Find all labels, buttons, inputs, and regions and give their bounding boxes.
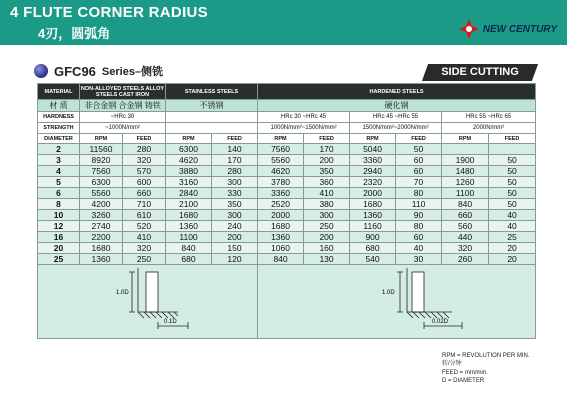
value-cell: 20 [489,254,536,265]
table-row [38,254,536,265]
legend-notes [442,352,530,385]
value-cell: 2000 [350,188,396,199]
right-depth-label: 1.0D [381,289,395,296]
cn-stainless: 不锈钢 [166,100,258,112]
value-cell: 50 [396,144,442,155]
strength-non-alloyed: ~1000N/mm² [80,123,166,134]
value-cell: 170 [212,155,258,166]
sub-feed: FEED [212,134,258,144]
value-cell: 2840 [166,188,212,199]
value-cell: 2320 [350,177,396,188]
value-cell: 30 [396,254,442,265]
value-cell: 160 [304,243,350,254]
note-diameter: D = DIAMETER [442,377,485,384]
value-cell: 2740 [80,221,123,232]
value-cell: 130 [304,254,350,265]
table-row [38,166,536,177]
value-cell: 260 [442,254,489,265]
value-cell: 410 [304,188,350,199]
sub-feed: FEED [396,134,442,144]
cutting-parameters-table [37,83,536,339]
left-depth-label: 1.0D [116,289,129,296]
new-century-logo-icon [458,18,480,40]
value-cell: 4200 [80,199,123,210]
value-cell: 330 [212,188,258,199]
diameter-cell: 8 [38,199,80,210]
value-cell: 520 [123,221,166,232]
value-cell: 900 [350,232,396,243]
value-cell: 50 [489,199,536,210]
value-cell: 200 [304,232,350,243]
value-cell: 440 [442,232,489,243]
table-row [38,144,536,155]
header-hardened: HARDENED STEELS [258,84,536,100]
value-cell [489,144,536,155]
table-row [38,155,536,166]
sub-rpm: RPM [258,134,304,144]
value-cell: 1360 [350,210,396,221]
value-cell: 4620 [166,155,212,166]
value-cell: 1680 [350,199,396,210]
value-cell: 5560 [80,188,123,199]
value-cell: 280 [123,144,166,155]
value-cell: 20 [489,243,536,254]
hardness-non-alloyed: ~HRc 30 [80,112,166,123]
side-cut-diagram-right [262,266,532,336]
purple-sphere-icon [34,64,48,78]
sub-feed: FEED [304,134,350,144]
strength-label: STRENGTH [38,123,80,134]
value-cell: 570 [123,166,166,177]
value-cell: 1360 [166,221,212,232]
diagram-cell-left [38,265,258,339]
value-cell: 350 [212,199,258,210]
value-cell: 50 [489,177,536,188]
value-cell: 3360 [350,155,396,166]
value-cell: 710 [123,199,166,210]
value-cell: 6300 [166,144,212,155]
table-row [38,188,536,199]
note-rpm-cn: 转/分钟 [442,361,462,368]
series-heading [34,63,163,79]
value-cell: 250 [123,254,166,265]
table-row [38,199,536,210]
series-code: GFC96 [54,63,96,79]
value-cell: 2520 [258,199,304,210]
left-width-label: 0.1D [164,318,177,325]
value-cell: 3880 [166,166,212,177]
value-cell: 40 [489,210,536,221]
value-cell: 840 [442,199,489,210]
sub-rpm: RPM [350,134,396,144]
brand-logo [458,18,557,40]
diagram-cell-right [258,265,536,339]
value-cell: 380 [304,199,350,210]
value-cell: 600 [123,177,166,188]
value-cell: 350 [304,166,350,177]
value-cell: 1480 [442,166,489,177]
value-cell: 1060 [258,243,304,254]
note-rpm: RPM = REVOLUTION PER MIN. [442,353,530,359]
value-cell: 60 [396,166,442,177]
header-banner [0,0,567,45]
strength-h2: 1500N/mm²~2000N/mm² [350,123,442,134]
diameter-cell: 25 [38,254,80,265]
diagram-row [38,265,536,339]
diameter-cell: 5 [38,177,80,188]
value-cell: 40 [396,243,442,254]
table-row [38,232,536,243]
strength-stainless [166,123,258,134]
value-cell: 680 [350,243,396,254]
series-name: Series–侧铣 [101,66,164,78]
value-cell: 7560 [80,166,123,177]
value-cell: 1100 [442,188,489,199]
value-cell: 3780 [258,177,304,188]
value-cell: 2940 [350,166,396,177]
value-cell: 300 [212,177,258,188]
value-cell: 1360 [258,232,304,243]
value-cell: 2100 [166,199,212,210]
right-width-label: 0.02D [431,318,448,325]
strength-h1: 1000N/mm²~1500N/mm² [258,123,350,134]
header-stainless: STAINLESS STEELS [166,84,258,100]
sub-diameter: DIAMETER [38,134,80,144]
table-row [38,177,536,188]
value-cell: 240 [212,221,258,232]
diameter-cell: 16 [38,232,80,243]
value-cell: 25 [489,232,536,243]
value-cell: 840 [258,254,304,265]
value-cell: 280 [212,166,258,177]
hardness-row [38,112,536,123]
sub-feed: FEED [489,134,536,144]
diameter-cell: 10 [38,210,80,221]
value-cell: 4620 [258,166,304,177]
value-cell: 1680 [258,221,304,232]
diameter-cell: 6 [38,188,80,199]
hardness-h1: HRc 30 ~HRc 45 [258,112,350,123]
value-cell: 2000 [258,210,304,221]
value-cell: 60 [396,232,442,243]
value-cell: 6300 [80,177,123,188]
value-cell: 110 [396,199,442,210]
value-cell: 8920 [80,155,123,166]
sub-rpm: RPM [80,134,123,144]
value-cell: 60 [396,155,442,166]
value-cell: 2200 [80,232,123,243]
subheader-row [38,134,536,144]
value-cell: 40 [489,221,536,232]
value-cell: 5560 [258,155,304,166]
value-cell: 1260 [442,177,489,188]
hardness-h2: HRc 45 ~HRc 55 [350,112,442,123]
value-cell: 250 [304,221,350,232]
value-cell: 50 [489,155,536,166]
value-cell: 1160 [350,221,396,232]
value-cell: 540 [350,254,396,265]
value-cell: 80 [396,221,442,232]
sub-feed: FEED [123,134,166,144]
sub-rpm: RPM [166,134,212,144]
value-cell: 320 [442,243,489,254]
chinese-row [38,100,536,112]
value-cell: 170 [304,144,350,155]
value-cell: 660 [123,188,166,199]
header-non-alloyed: NON-ALLOYED STEELS ALLOY STEELS CAST IRON [80,85,165,98]
table-row [38,243,536,254]
side-cut-diagram-left [38,266,258,336]
diameter-cell: 2 [38,144,80,155]
side-cutting-label: SIDE CUTTING [441,66,519,78]
hardness-label: HARDNESS [38,112,80,123]
cn-hardened: 硬化钢 [258,100,536,112]
strength-h3: 2000N/mm² [442,123,536,134]
cn-non-alloyed: 非合金钢 合金钢 铸铁 [80,100,166,112]
value-cell: 90 [396,210,442,221]
diameter-cell: 3 [38,155,80,166]
value-cell: 360 [304,177,350,188]
value-cell: 3160 [166,177,212,188]
diameter-cell: 12 [38,221,80,232]
value-cell: 1100 [166,232,212,243]
value-cell: 660 [442,210,489,221]
hardness-stainless [166,112,258,123]
value-cell: 410 [123,232,166,243]
brand-name: NEW CENTURY [482,23,557,35]
page-title: 4 FLUTE CORNER RADIUS [10,4,208,21]
strength-row [38,123,536,134]
value-cell [442,144,489,155]
diameter-cell: 20 [38,243,80,254]
value-cell: 7560 [258,144,304,155]
note-feed: FEED = mm/min. [442,369,488,376]
side-cutting-badge [422,64,538,81]
hardness-h3: HRc 55 ~HRc 65 [442,112,536,123]
header-material: MATERIAL [38,84,80,100]
value-cell: 140 [212,144,258,155]
value-cell: 1680 [80,243,123,254]
table-row [38,221,536,232]
page-subtitle: 4刃，圆弧角 [38,26,111,41]
value-cell: 680 [166,254,212,265]
value-cell: 1360 [80,254,123,265]
value-cell: 3360 [258,188,304,199]
value-cell: 610 [123,210,166,221]
value-cell: 80 [396,188,442,199]
value-cell: 150 [212,243,258,254]
value-cell: 300 [212,210,258,221]
value-cell: 70 [396,177,442,188]
value-cell: 50 [489,188,536,199]
table-header-row [38,84,536,100]
value-cell: 320 [123,243,166,254]
value-cell: 1680 [166,210,212,221]
cn-material: 材 质 [38,100,80,112]
value-cell: 1900 [442,155,489,166]
sub-rpm: RPM [442,134,489,144]
value-cell: 840 [166,243,212,254]
value-cell: 50 [489,166,536,177]
value-cell: 200 [304,155,350,166]
value-cell: 300 [304,210,350,221]
diameter-cell: 4 [38,166,80,177]
value-cell: 3260 [80,210,123,221]
table-row [38,210,536,221]
value-cell: 560 [442,221,489,232]
value-cell: 200 [212,232,258,243]
value-cell: 5040 [350,144,396,155]
value-cell: 120 [212,254,258,265]
value-cell: 320 [123,155,166,166]
value-cell: 11560 [80,144,123,155]
